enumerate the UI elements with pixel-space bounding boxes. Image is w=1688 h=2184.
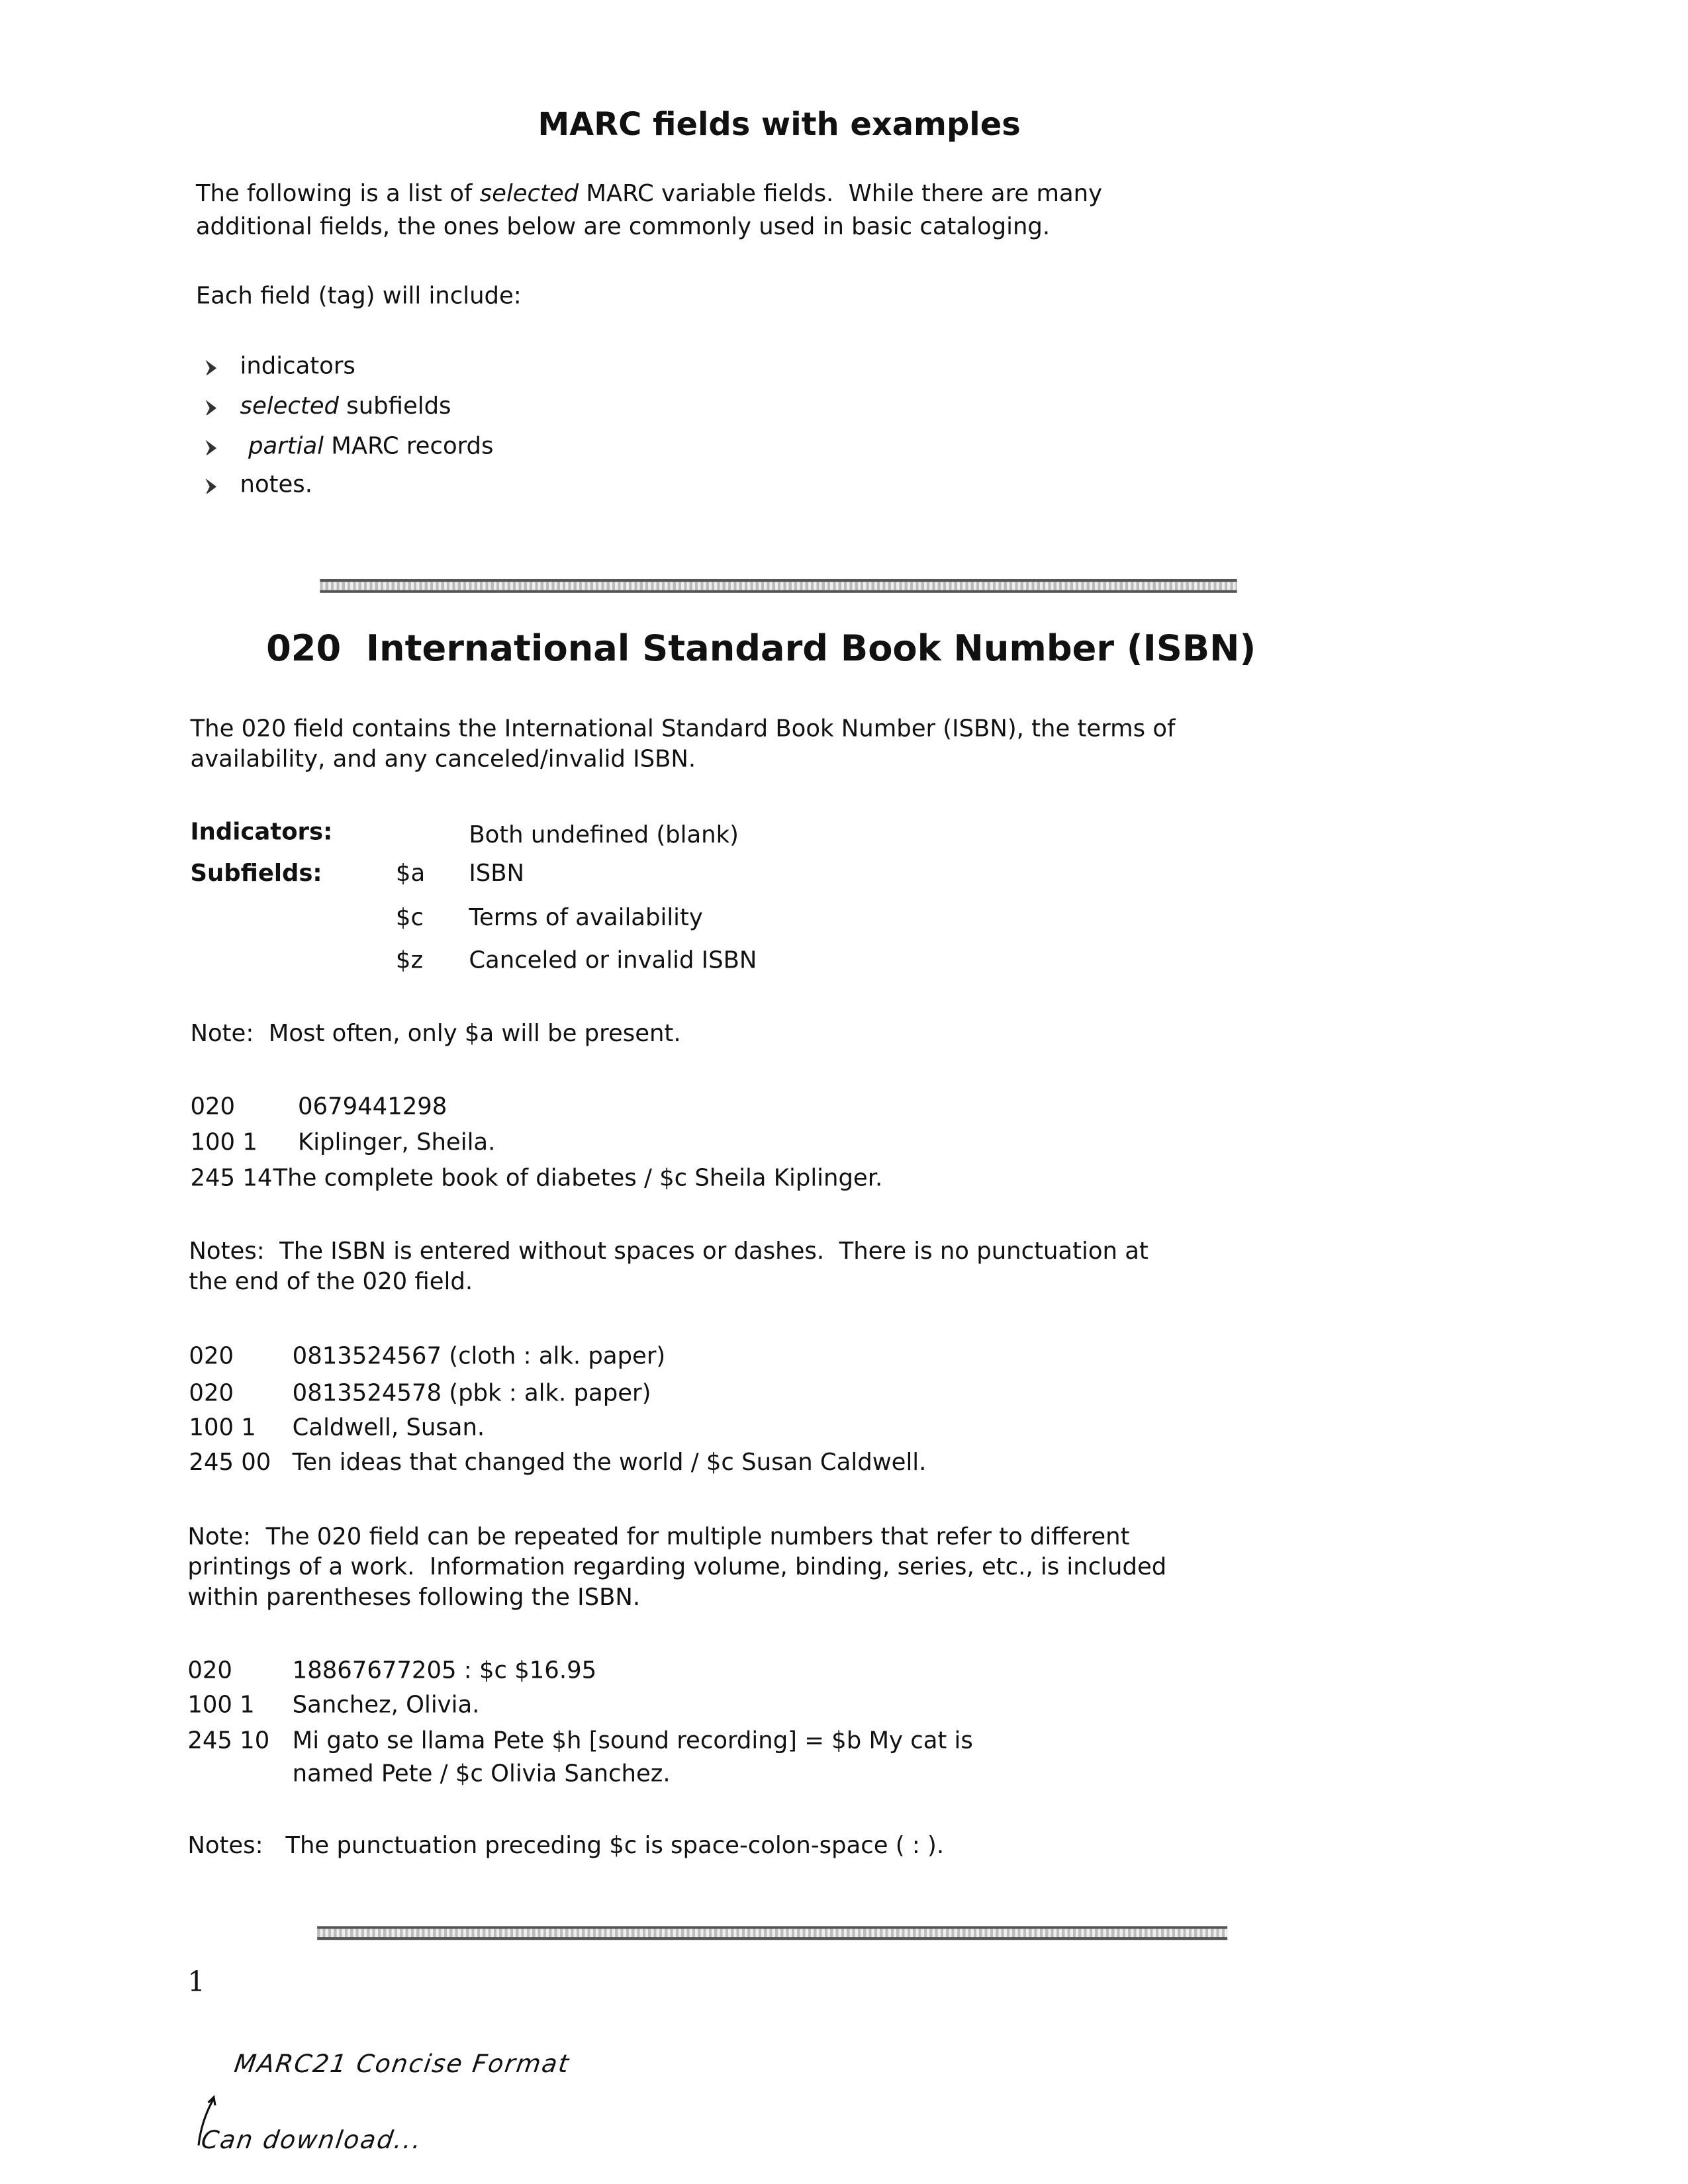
handwritten-note-1: MARC21 Concise Format [232,2050,572,2079]
marc-value: Caldwell, Susan. [292,1414,485,1443]
marc-tag: 100 1 [187,1692,255,1719]
notes-2-line: Notes: The ISBN is entered without spaces or dashes. There is no punctuation at [189,1238,1149,1266]
bullet-text: subfields [339,392,451,421]
arrow-bullet-icon [204,359,218,375]
subfield-code: $a [395,860,426,888]
intro-text: The following is a list of [195,180,480,208]
intro-line-2: additional fields, the ones below are commonly used in basic cataloging. [195,213,1051,242]
arrow-bullet-icon [204,438,218,455]
subfield-desc: Terms of availability [469,904,703,933]
bullet-text: MARC records [324,433,494,461]
bullet-emphasis: selected [240,392,340,421]
marc-value: 18867677205 : $c $16.95 [292,1657,597,1685]
subfields-label: Subfields: [190,860,322,888]
arrow-bullet-icon [204,398,218,415]
subfield-desc: Canceled or invalid ISBN [469,947,757,975]
bullet-text: indicators [240,353,355,381]
indicators-value: Both undefined (blank) [469,821,739,850]
note-3-line: printings of a work. Information regarding volume, binding, series, etc., is included [187,1553,1167,1582]
intro-line-1 [195,180,1103,208]
marc-tag: 020 [189,1343,234,1371]
marc-tag: 245 14 [190,1165,273,1193]
divider [320,579,1237,593]
section-heading: 020 International Standard Book Number (ISBN) [266,628,1256,670]
subfield-code: $c [395,904,424,933]
bullet-text: notes. [240,471,312,500]
handwritten-note-2: Can download... [199,2126,424,2156]
marc-value: 0813524567 (cloth : alk. paper) [292,1343,666,1371]
bullet-item [248,435,494,459]
marc-tag: 100 1 [190,1129,258,1157]
marc-value: 0679441298 [297,1093,447,1121]
bullet-emphasis: partial [248,433,324,461]
subfield-desc: ISBN [469,860,525,888]
bullet-item [240,392,451,421]
note-3-line: within parentheses following the ISBN. [187,1584,641,1612]
intro-emphasis: selected [479,180,579,208]
page-number: 1 [187,1964,205,1998]
marc-value: Kiplinger, Sheila. [297,1129,496,1157]
section-desc-1: The 020 field contains the International Standard Book Number (ISBN), the terms of [190,715,1176,743]
marc-value: 0813524578 (pbk : alk. paper) [292,1380,651,1408]
note-1: Note: Most often, only $a will be present. [190,1020,681,1048]
marc-tag: 100 1 [189,1414,256,1443]
marc-value: Ten ideas that changed the world / $c Susan Caldwell. [292,1449,927,1477]
marc-value: The complete book of diabetes / $c Sheila Kiplinger. [273,1165,883,1193]
intro-text: MARC variable fields. While there are many [579,180,1103,208]
section-desc-2: availability, and any canceled/invalid ISBN. [190,746,696,774]
notes-2-line: the end of the 020 field. [189,1268,473,1297]
document-title: MARC fields with examples [538,107,1021,144]
each-field-label: Each field (tag) will include: [195,283,522,310]
marc-tag: 020 [190,1093,236,1121]
indicators-label: Indicators: [190,819,333,847]
arrow-bullet-icon [204,477,218,494]
divider [317,1926,1227,1940]
marc-tag: 245 00 [189,1449,271,1477]
marc-value: Mi gato se llama Pete $h [sound recording] = $b My cat is [292,1727,973,1756]
marc-value: named Pete / $c Olivia Sanchez. [292,1760,671,1789]
bullet-item [240,355,355,379]
marc-tag: 020 [187,1657,232,1685]
note-3-line: Note: The 020 field can be repeated for multiple numbers that refer to different [187,1524,1130,1551]
subfield-code: $z [395,947,424,975]
marc-tag: 020 [189,1380,234,1408]
notes-4: Notes: The punctuation preceding $c is space-colon-space ( : ). [187,1832,945,1860]
bullet-item [240,471,312,500]
marc-tag: 245 10 [187,1727,270,1756]
marc-value: Sanchez, Olivia. [292,1692,480,1719]
